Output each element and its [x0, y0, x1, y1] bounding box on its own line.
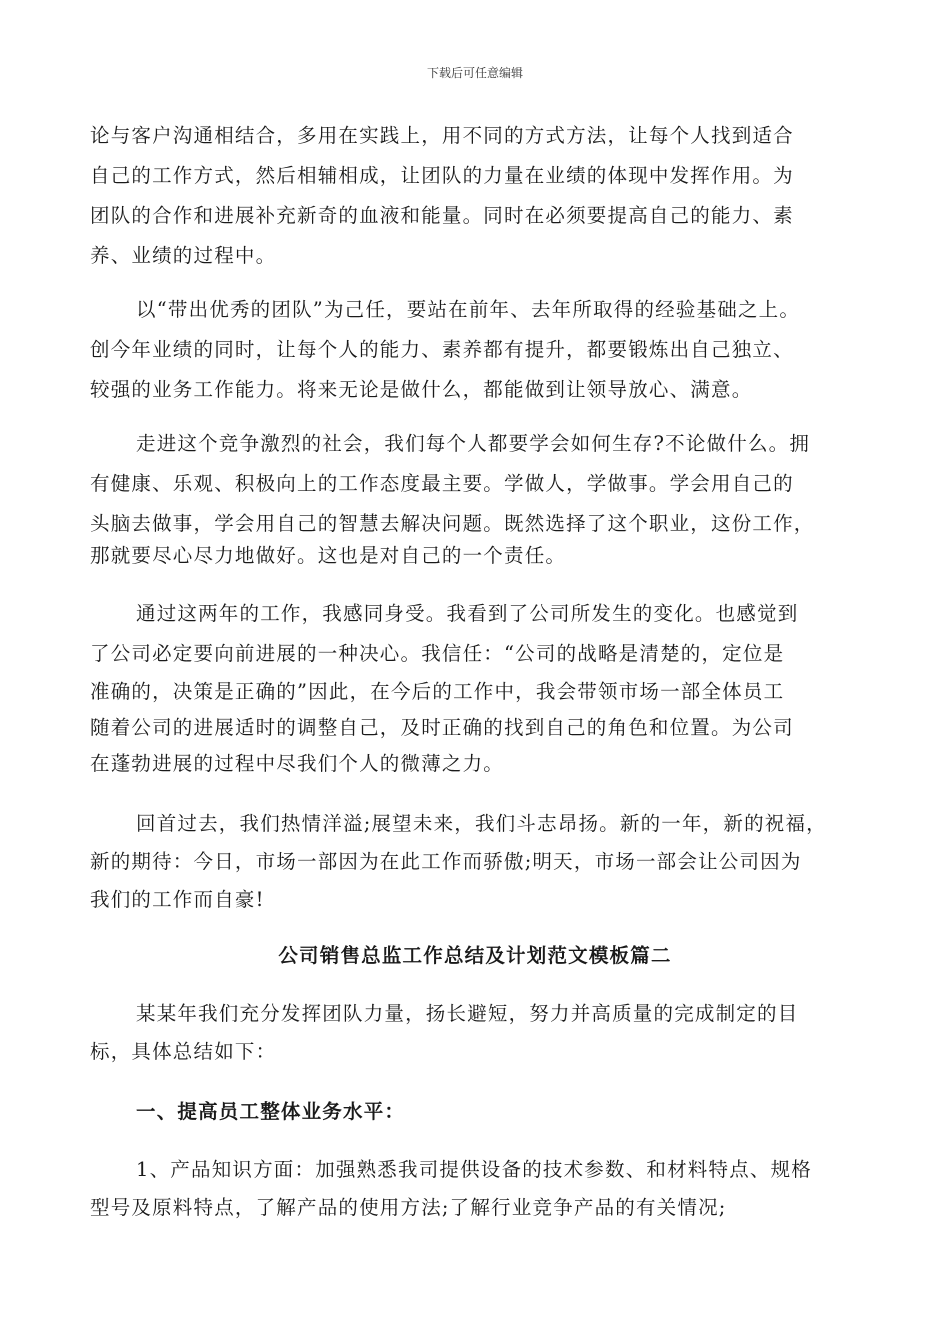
paragraph-line: 团队的合作和进展补充新奇的血液和能量。同时在必须要提高自己的能力、素: [90, 204, 794, 227]
paragraph-line: 养、业绩的过程中。: [90, 244, 277, 267]
paragraph-line: 通过这两年的工作，我感同身受。我看到了公司所发生的变化。也感觉到: [136, 602, 799, 625]
paragraph-line: 那就要尽心尽力地做好。这也是对自己的一个责任。: [90, 544, 567, 567]
paragraph-line: 在蓬勃进展的过程中尽我们个人的微薄之力。: [90, 752, 505, 775]
paragraph-line: 型号及原料特点，了解产品的使用方法;了解行业竞争产品的有关情况;: [90, 1196, 727, 1219]
paragraph-line: 我们的工作而自豪!: [90, 888, 265, 911]
paragraph-line: 随着公司的进展适时的调整自己，及时正确的找到自己的角色和位置。为公司: [90, 716, 794, 739]
paragraph-line: 较强的业务工作能力。将来无论是做什么，都能做到让领导放心、满意。: [90, 378, 753, 401]
paragraph-line: 创今年业绩的同时，让每个人的能力、素养都有提升，都要锻炼出自己独立、: [90, 338, 794, 361]
paragraph-line: 某某年我们充分发挥团队力量，扬长避短，努力并高质量的完成制定的目: [136, 1002, 799, 1025]
paragraph-line: 头脑去做事，学会用自己的智慧去解决问题。既然选择了这个职业，这份工作，: [90, 512, 815, 535]
paragraph-line: 标，具体总结如下：: [90, 1040, 277, 1063]
paragraph-line: 自己的工作方式，然后相辅相成，让团队的力量在业绩的体现中发挥作用。为: [90, 164, 794, 187]
section-title: 公司销售总监工作总结及计划范文模板篇二: [278, 944, 672, 967]
paragraph-line: 以“带出优秀的团队”为己任，要站在前年、去年所取得的经验基础之上。: [136, 298, 801, 321]
paragraph-line: 有健康、乐观、积极向上的工作态度最主要。学做人，学做事。学会用自己的: [90, 472, 794, 495]
paragraph-line: 新的期待：今日，市场一部因为在此工作而骄傲;明天，市场一部会让公司因为: [90, 850, 802, 873]
paragraph-line: 准确的，决策是正确的”因此，在今后的工作中，我会带领市场一部全体员工: [90, 680, 785, 703]
paragraph-line: 论与客户沟通相结合，多用在实践上，用不同的方式方法，让每个人找到适合: [90, 124, 794, 147]
subheading: 一、提高员工整体业务水平：: [136, 1100, 406, 1123]
paragraph-line: 回首过去，我们热情洋溢;展望未来，我们斗志昂扬。新的一年，新的祝福，: [136, 812, 827, 835]
paragraph-line: 1、产品知识方面：加强熟悉我司提供设备的技术参数、和材料特点、规格: [136, 1158, 813, 1181]
paragraph-line: 了公司必定要向前进展的一种决心。我信任：“公司的战略是清楚的，定位是: [90, 642, 785, 665]
page-header: 下载后可任意编辑: [426, 66, 523, 80]
paragraph-line: 走进这个竞争激烈的社会，我们每个人都要学会如何生存?不论做什么。拥: [136, 432, 811, 455]
